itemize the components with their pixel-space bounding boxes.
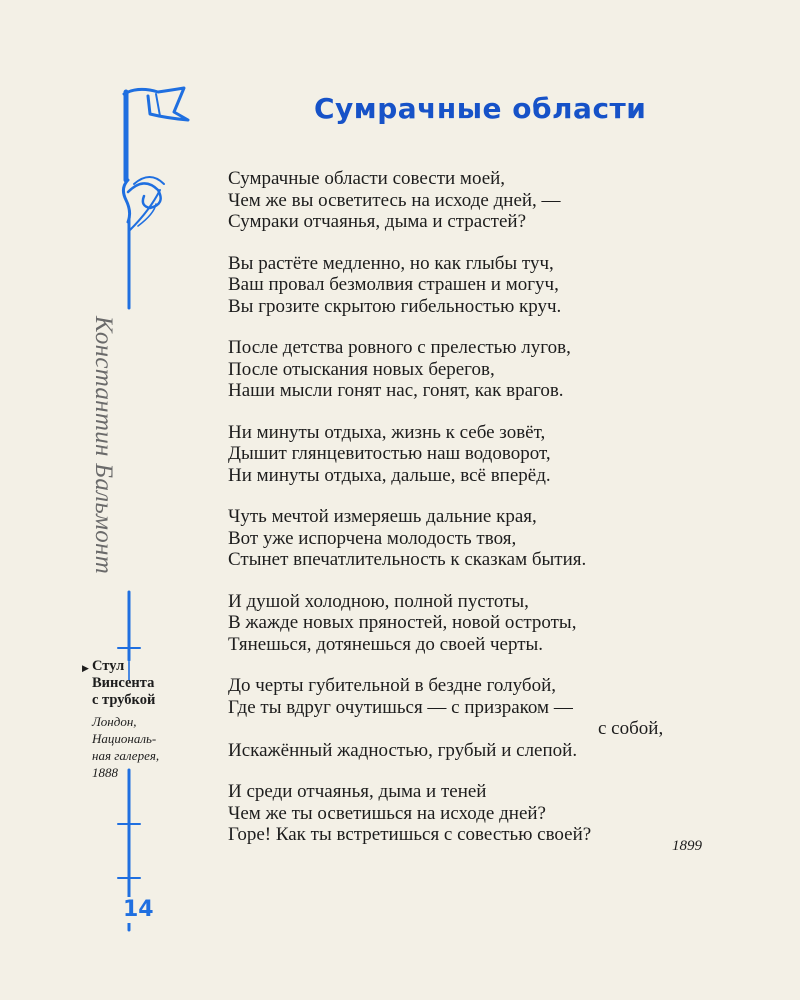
poem-line: И душой холодною, полной пустоты, [228,590,529,612]
poem-line: Сумраки отчаянья, дыма и страстей? [228,211,527,232]
image-caption [82,658,182,781]
triangle-right-icon: ▶ [82,663,89,673]
poem-line: Ни минуты отдыха, дальше, всё вперёд. [228,464,551,486]
poem-stanza [228,781,708,846]
caption-location-line: ная галерея, [92,748,160,763]
caption-title-line: Стул [92,658,125,674]
caption-title-line: с трубкой [92,692,156,708]
page-number: 14 [123,897,154,922]
poem-line: Тянешься, дотянешься до своей черты. [228,633,544,655]
poem-line: Вы грозите скрытою гибельностью круч. [228,295,562,317]
poem-line: Ваш провал безмолвия страшен и могуч, [228,274,559,295]
poem-line: Горе! Как ты встретишься с совестью своей? [228,824,592,845]
poem-stanza [228,675,708,761]
caption-location [92,713,182,781]
poem-line: В жажде новых пряностей, новой остроты, [228,612,577,633]
poem-line: Искажённый жадностью, грубый и слепой. [228,739,578,761]
poem-title: Сумрачные области [314,92,647,125]
poem-line: Ни минуты отдыха, жизнь к себе зовёт, [228,421,546,443]
poem-stanza [228,506,708,571]
poem-line: И среди отчаянья, дыма и теней [228,781,487,802]
poem-line: Дышит глянцевитостью наш водоворот, [228,443,551,464]
poem-line: Чем же ты осветишься на исходе дней? [228,802,546,824]
poem-line: После отыскания новых берегов, [228,358,495,380]
caption-title [92,658,182,709]
poem-line-continuation: с собой, [598,718,664,739]
caption-title-line: Винсента [92,675,155,691]
poem-line: До черты губительной в бездне голубой, [228,675,556,696]
poem-stanza [228,591,708,656]
poem-line: После детства ровного с прелестью лугов, [228,337,571,358]
poem-line: Наши мысли гонят нас, гонят, как врагов. [228,380,564,401]
poem-stanza [228,337,708,402]
poem-stanza [228,253,708,318]
poem-stanza [228,168,708,233]
poem-stanza [228,422,708,487]
poem-line: Чем же вы осветитесь на исходе дней, — [228,189,561,211]
caption-location-line: Националь- [92,731,157,746]
poem-line: Вот уже испорчена молодость твоя, [228,527,517,549]
poem-line: Сумрачные области совести моей, [228,168,506,189]
author-name-text: Константин Бальмонт [90,315,118,575]
poem-body [228,168,708,866]
author-name [78,310,128,580]
poem-line: Вы растёте медленно, но как глыбы туч, [228,252,554,274]
poem-year: 1899 [672,838,702,854]
caption-location-line: Лондон, [92,714,137,729]
poem-line: Чуть мечтой измеряешь дальние края, [228,506,537,527]
poem-line: Где ты вдруг очутишься — с призраком — [228,696,573,718]
poem-line: Стынет впечатлительность к сказкам бытия. [228,549,587,570]
caption-location-line: 1888 [92,765,118,780]
